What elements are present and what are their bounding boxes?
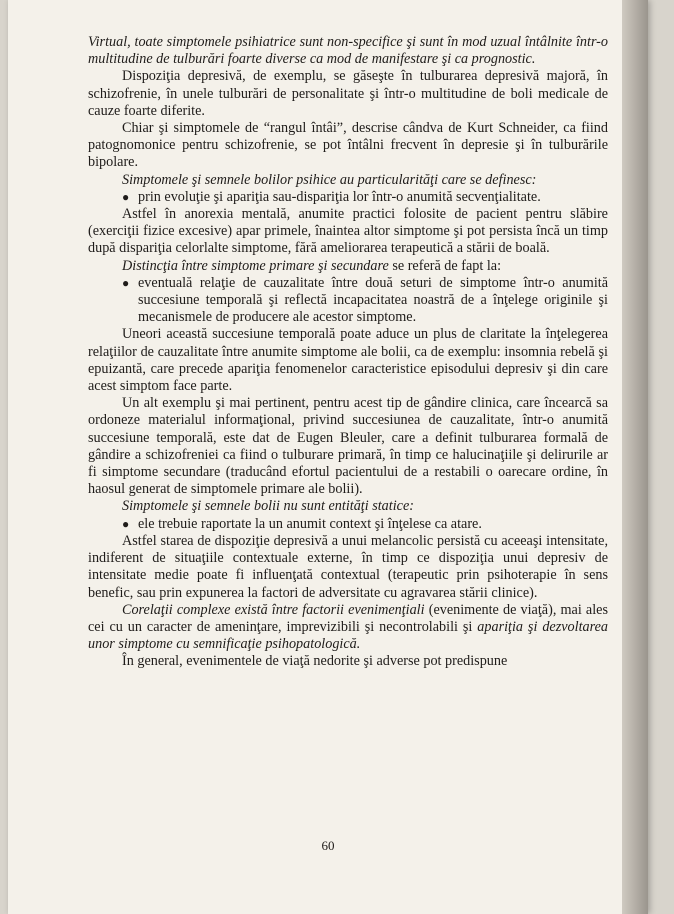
page-number: 60 [321, 838, 335, 853]
paragraph-10: Simptomele şi semnele bolii nu sunt entităţi statice: [122, 498, 414, 515]
text-rest: (evenimente de viaţă), mai ales cei cu un caracter de ameninţare, imprevizibili şi necontrolabili şi [88, 601, 608, 635]
paragraph-1: Dispoziţia depresivă, de exemplu, se găseşte în tulburarea depresivă majoră, în schizofrenie, în unele tulburări de personalitate şi într-o multitudine de boli medicale de cauze foarte diferite. [88, 68, 608, 119]
bullet-dot-icon: ● [122, 189, 130, 204]
paragraph-8: Uneori această succesiune temporală poate aduce un plus de claritate la înţelegerea relaţiilor de cauzalitate între anumite simptome ale bolii, ca de exemplu: insomnia rebelă şi epuizantă, care precede apariţia fenomenelor caracteristice episodului depresiv şi din care acest simptom face parte. [88, 326, 608, 395]
book-page [8, 0, 648, 914]
bullet-text: eventuală relaţie de cauzalitate între două seturi de simptome într-o anumită succesiune temporală şi reflectă incapacitatea noastră de a înţelege originile şi mecanismele de producere ale acestor simptome. [138, 274, 608, 326]
paragraph-0: Virtual, toate simptomele psihiatrice sunt non-specifice şi sunt în mod uzual întâlnite într-o multitudine de tulburări foarte diverse ca mod de manifestare şi ca prognostic. [88, 34, 608, 68]
paragraph-2: Chiar şi simptomele de “rangul întâi”, descrise cândva de Kurt Schneider, ca fiind patognomonice pentru schizofrenie, se pot întâlni frecvent în depresie şi în tulburările bipolare. [88, 120, 608, 171]
paragraph-9: Un alt exemplu şi mai pertinent, pentru acest tip de gândire clinica, care încearcă sa ordoneze materialul informaţional, privind succesiunea de cauzalitate, într-o anumită succesiune temporală, este dat de Eugen Bleuler, care a definit tulburarea formală de gândire a schizofreniei ca fiind o tulburare primară, în timp ce halucinaţiile şi delirurile ar fi simptome secundare (traducând efortul pacientului de a restabili o oarecare ordine, în haosul generat de simptomele primare ale bolii). [88, 395, 608, 498]
italic-phrase: Distincţia între simptome primare şi secundare [122, 257, 389, 274]
paragraph-3: Simptomele şi semnele bolilor psihice au particularităţi care se definesc: [122, 171, 537, 188]
paragraph-6 [88, 258, 608, 275]
bullet-item-2 [122, 275, 608, 327]
italic-phrase-2: apariţia şi dezvoltarea unor simptome cu semnificaţie psihopatologică. [88, 618, 608, 653]
text-rest: se referă de fapt la: [388, 257, 502, 274]
italic-phrase: Corelaţii complexe există între factorii evenimenţiali [122, 601, 425, 618]
bullet-dot-icon: ● [122, 516, 130, 531]
bullet-dot-icon: ● [122, 275, 130, 290]
paragraph-14: În general, evenimentele de viaţă nedorite şi adverse pot predispune [122, 653, 508, 670]
page-body [88, 34, 608, 671]
bullet-item-3 [122, 516, 608, 533]
bullet-text: ele trebuie raportate la un anumit context şi înţelese ca atare. [138, 515, 482, 532]
bullet-item-1 [122, 189, 608, 206]
paragraph-5: Astfel în anorexia mentală, anumite practici folosite de pacient pentru slăbire (exerciţii fizice excesive) apar primele, înaintea altor simptome şi pot persista încă un timp după dispariţia celorlalte simptome, fără ameliorarea terapeutică a stării de boală. [88, 206, 608, 257]
paragraph-12: Astfel starea de dispoziţie depresivă a unui melancolic persistă cu aceeaşi intensitate, indiferent de situaţiile contextuale externe, în timp ce dispoziţia unui depresiv de intensitate medie poate fi influenţată contextual (terapeutic prin psihoterapie în sens benefic, sau prin expunerea la factori de adversitate cu agravarea stării clinice). [88, 532, 608, 601]
bullet-text: prin evoluţie şi apariţia sau-dispariţia lor într-o anumită secvenţialitate. [138, 188, 541, 205]
paragraph-13 [88, 602, 608, 654]
page-spine-shadow [622, 0, 648, 914]
